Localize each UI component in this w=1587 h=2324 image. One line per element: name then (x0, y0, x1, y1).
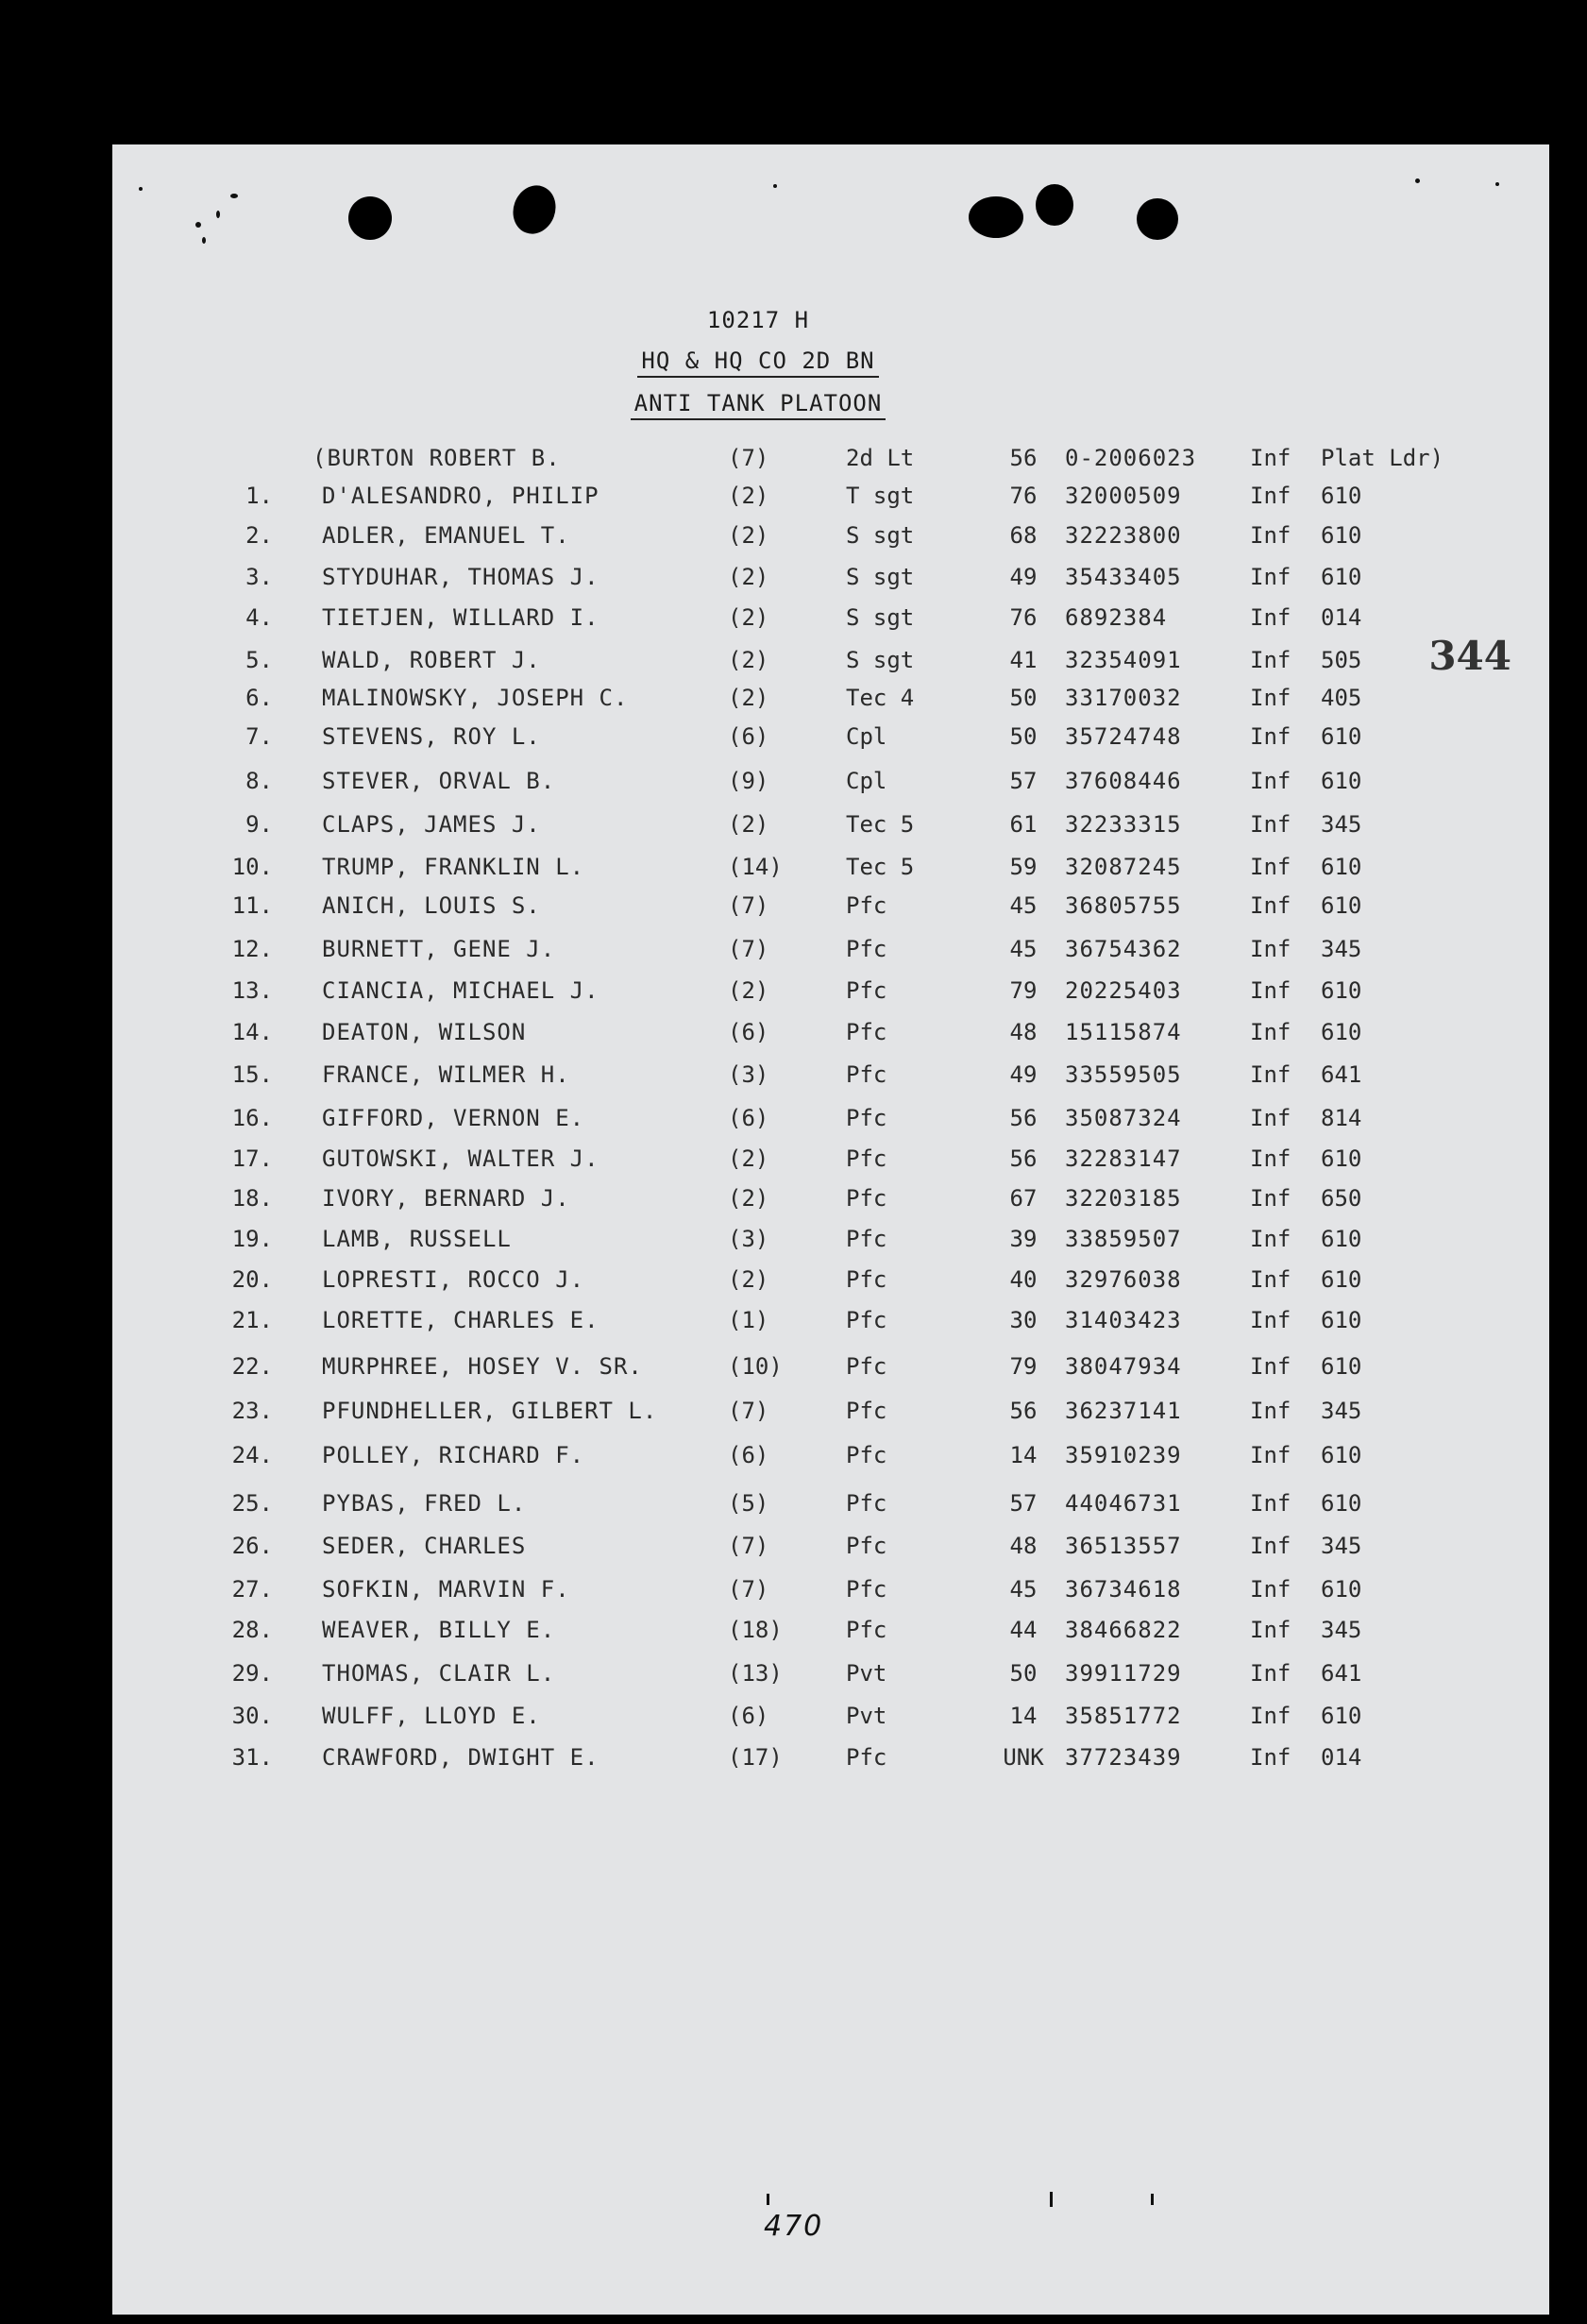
roster-code: 505 (1321, 647, 1362, 673)
roster-arm: Inf (1250, 854, 1292, 880)
roster-rank: Pfc (846, 1490, 887, 1517)
roster-number: 30. (231, 1703, 273, 1729)
roster-serial: 36237141 (1065, 1398, 1182, 1424)
ink-mark (767, 2194, 769, 2205)
roster-days: (7) (728, 1398, 769, 1424)
roster-name: BURNETT, GENE J. (322, 936, 556, 962)
roster-rank: Pfc (846, 1145, 887, 1172)
roster-serial: 32354091 (1065, 647, 1182, 673)
roster-days: (5) (728, 1490, 769, 1517)
roster-days: (6) (728, 1442, 769, 1468)
roster-name: ADLER, EMANUEL T. (322, 522, 570, 549)
roster-arm: Inf (1250, 977, 1292, 1004)
roster-row (112, 977, 1549, 1011)
roster-row (112, 1490, 1549, 1524)
roster-row (112, 685, 1549, 719)
ink-mark (1151, 2194, 1154, 2205)
roster-row (112, 1576, 1549, 1610)
roster-serial: 32233315 (1065, 811, 1182, 838)
roster-name: WULFF, LLOYD E. (322, 1703, 541, 1729)
roster-code: 014 (1321, 1744, 1362, 1771)
roster-serial: 32203185 (1065, 1185, 1182, 1212)
roster-name: MURPHREE, HOSEY V. SR. (322, 1353, 643, 1380)
ink-mark (1050, 2192, 1053, 2207)
roster-rank: Pfc (846, 1576, 887, 1603)
roster-code: 610 (1321, 1307, 1362, 1333)
roster-row (112, 647, 1549, 681)
roster-serial: 36754362 (1065, 936, 1182, 962)
roster-name: CLAPS, JAMES J. (322, 811, 541, 838)
roster-code: 650 (1321, 1185, 1362, 1212)
roster-days: (9) (728, 768, 769, 794)
company-text: HQ & HQ CO 2D BN (637, 348, 878, 378)
roster-rank: S sgt (846, 522, 915, 549)
roster-code: 014 (1321, 604, 1362, 631)
roster-row (112, 892, 1549, 926)
roster-days: (3) (728, 1226, 769, 1252)
roster-number: 22. (231, 1353, 273, 1380)
roster-days: (2) (728, 1145, 769, 1172)
roster-days: (7) (728, 892, 769, 919)
roster-arm: Inf (1250, 522, 1292, 549)
roster-number: 24. (231, 1442, 273, 1468)
roster-rank: Pfc (846, 1617, 887, 1643)
roster-arm: Inf (1250, 1490, 1292, 1517)
roster-arm: Inf (1250, 647, 1292, 673)
roster-mos: 39 (1009, 1226, 1038, 1252)
roster-row (112, 936, 1549, 970)
roster-row (112, 1145, 1549, 1179)
roster-days: (2) (728, 564, 769, 590)
roster-days: (7) (728, 1576, 769, 1603)
roster-days: (2) (728, 522, 769, 549)
roster-days: (2) (728, 685, 769, 711)
roster-name: SOFKIN, MARVIN F. (322, 1576, 570, 1603)
roster-serial: 36513557 (1065, 1533, 1182, 1559)
roster-serial: 31403423 (1065, 1307, 1182, 1333)
roster-serial: 32976038 (1065, 1266, 1182, 1293)
roster-arm: Inf (1250, 1533, 1292, 1559)
roster-mos: 49 (1009, 1061, 1038, 1088)
roster-mos: 76 (1009, 604, 1038, 631)
roster-arm: Inf (1250, 1185, 1292, 1212)
roster-code: 610 (1321, 564, 1362, 590)
roster-number: 6. (245, 685, 273, 711)
roster-days: (10) (728, 1353, 783, 1380)
roster-name: ANICH, LOUIS S. (322, 892, 541, 919)
roster-code: 610 (1321, 1019, 1362, 1045)
roster-serial: 15115874 (1065, 1019, 1182, 1045)
roster-rank: Pvt (846, 1660, 887, 1687)
roster-rank: Pfc (846, 1307, 887, 1333)
roster-serial: 36805755 (1065, 892, 1182, 919)
roster-code: 641 (1321, 1660, 1362, 1687)
unit-number-text: 10217 H (706, 307, 810, 333)
roster-arm: Inf (1250, 685, 1292, 711)
roster-name: STEVER, ORVAL B. (322, 768, 556, 794)
roster-number: 13. (231, 977, 273, 1004)
roster-number: 16. (231, 1105, 273, 1131)
roster-arm: Inf (1250, 1703, 1292, 1729)
roster-arm: Inf (1250, 1266, 1292, 1293)
roster-arm: Inf (1250, 768, 1292, 794)
roster-arm: Inf (1250, 1061, 1292, 1088)
leader-code: Plat Ldr) (1321, 445, 1444, 471)
roster-row (112, 1353, 1549, 1387)
roster-row (112, 811, 1549, 845)
roster-name: STYDUHAR, THOMAS J. (322, 564, 599, 590)
leader-rank: 2d Lt (846, 445, 915, 471)
roster-mos: 68 (1009, 522, 1038, 549)
roster-code: 610 (1321, 1490, 1362, 1517)
roster-serial: 33859507 (1065, 1226, 1182, 1252)
roster-row (112, 1703, 1549, 1737)
roster-name: IVORY, BERNARD J. (322, 1185, 570, 1212)
roster-rank: Pfc (846, 1266, 887, 1293)
roster-number: 21. (231, 1307, 273, 1333)
roster-number: 4. (245, 604, 273, 631)
roster-name: LOPRESTI, ROCCO J. (322, 1266, 585, 1293)
roster-rank: Pfc (846, 892, 887, 919)
roster-name: STEVENS, ROY L. (322, 723, 541, 750)
roster-rank: Pvt (846, 1703, 887, 1729)
roster-serial: 35910239 (1065, 1442, 1182, 1468)
roster-arm: Inf (1250, 483, 1292, 509)
roster-code: 610 (1321, 1145, 1362, 1172)
roster-number: 11. (231, 892, 273, 919)
roster-code: 610 (1321, 1226, 1362, 1252)
roster-serial: 32087245 (1065, 854, 1182, 880)
roster-rank: Pfc (846, 1442, 887, 1468)
roster-serial: 35851772 (1065, 1703, 1182, 1729)
roster-arm: Inf (1250, 1145, 1292, 1172)
roster-serial: 37608446 (1065, 768, 1182, 794)
roster-row (112, 1105, 1549, 1139)
roster-mos: 57 (1009, 1490, 1038, 1517)
roster-arm: Inf (1250, 1744, 1292, 1771)
roster-rank: Pfc (846, 1744, 887, 1771)
roster-mos: 44 (1009, 1617, 1038, 1643)
roster-days: (6) (728, 723, 769, 750)
roster-arm: Inf (1250, 1019, 1292, 1045)
roster-row (112, 723, 1549, 757)
roster-mos: 76 (1009, 483, 1038, 509)
roster-mos: 79 (1009, 977, 1038, 1004)
roster-number: 31. (231, 1744, 273, 1771)
roster-mos: 40 (1009, 1266, 1038, 1293)
roster-days: (2) (728, 1185, 769, 1212)
leader-days: (7) (728, 445, 769, 471)
roster-name: DEATON, WILSON (322, 1019, 527, 1045)
roster-code: 610 (1321, 977, 1362, 1004)
roster-serial: 36734618 (1065, 1576, 1182, 1603)
roster-rank: Pfc (846, 1185, 887, 1212)
roster-mos: 45 (1009, 892, 1038, 919)
roster-name: POLLEY, RICHARD F. (322, 1442, 585, 1468)
roster-arm: Inf (1250, 604, 1292, 631)
roster-code: 610 (1321, 854, 1362, 880)
roster-name: D'ALESANDRO, PHILIP (322, 483, 599, 509)
roster-code: 345 (1321, 1398, 1362, 1424)
roster-mos: 41 (1009, 647, 1038, 673)
roster-mos: 14 (1009, 1442, 1038, 1468)
roster-row (112, 604, 1549, 638)
roster-days: (6) (728, 1019, 769, 1045)
roster-number: 15. (231, 1061, 273, 1088)
leader-name: (BURTON ROBERT B. (312, 445, 561, 471)
roster-code: 610 (1321, 768, 1362, 794)
roster-rank: Pfc (846, 1105, 887, 1131)
roster-serial: 35724748 (1065, 723, 1182, 750)
roster-days: (18) (728, 1617, 783, 1643)
roster-serial: 33559505 (1065, 1061, 1182, 1088)
roster-number: 3. (245, 564, 273, 590)
roster-serial: 39911729 (1065, 1660, 1182, 1687)
roster-code: 405 (1321, 685, 1362, 711)
roster-mos: 49 (1009, 564, 1038, 590)
roster-mos: 59 (1009, 854, 1038, 880)
roster-days: (2) (728, 483, 769, 509)
roster-days: (2) (728, 977, 769, 1004)
roster-mos: 45 (1009, 936, 1038, 962)
roster-mos: 57 (1009, 768, 1038, 794)
roster-number: 17. (231, 1145, 273, 1172)
roster-number: 26. (231, 1533, 273, 1559)
roster-days: (13) (728, 1660, 783, 1687)
roster-mos: 67 (1009, 1185, 1038, 1212)
document-page (112, 144, 1549, 2315)
margin-number: 344 (1428, 633, 1511, 679)
roster-rank: Pfc (846, 1019, 887, 1045)
roster-name: PFUNDHELLER, GILBERT L. (322, 1398, 658, 1424)
leader-serial: 0-2006023 (1065, 445, 1197, 471)
roster-name: MALINOWSKY, JOSEPH C. (322, 685, 629, 711)
roster-number: 14. (231, 1019, 273, 1045)
roster-rank: S sgt (846, 564, 915, 590)
roster-row (112, 1266, 1549, 1300)
roster-mos: UNK (1003, 1744, 1044, 1771)
roster-number: 28. (231, 1617, 273, 1643)
roster-arm: Inf (1250, 1307, 1292, 1333)
roster-serial: 35433405 (1065, 564, 1182, 590)
roster-mos: 50 (1009, 1660, 1038, 1687)
roster-code: 610 (1321, 1576, 1362, 1603)
roster-name: GUTOWSKI, WALTER J. (322, 1145, 599, 1172)
roster-row (112, 1442, 1549, 1476)
roster-rank: T sgt (846, 483, 915, 509)
roster-code: 345 (1321, 1617, 1362, 1643)
roster-arm: Inf (1250, 1442, 1292, 1468)
roster-row (112, 564, 1549, 598)
roster-serial: 35087324 (1065, 1105, 1182, 1131)
roster-mos: 61 (1009, 811, 1038, 838)
roster-row (112, 1226, 1549, 1260)
page-number: 470 (764, 2210, 824, 2243)
roster-rank: Pfc (846, 977, 887, 1004)
leader-arm: Inf (1250, 445, 1292, 471)
roster-days: (3) (728, 1061, 769, 1088)
roster-days: (6) (728, 1703, 769, 1729)
roster-days: (2) (728, 604, 769, 631)
roster-row (112, 1533, 1549, 1567)
roster-rank: Tec 5 (846, 854, 915, 880)
roster-arm: Inf (1250, 723, 1292, 750)
roster-number: 29. (231, 1660, 273, 1687)
roster-number: 25. (231, 1490, 273, 1517)
roster-name: PYBAS, FRED L. (322, 1490, 527, 1517)
roster-number: 5. (245, 647, 273, 673)
roster-rank: Tec 4 (846, 685, 915, 711)
roster-days: (14) (728, 854, 783, 880)
roster-days: (6) (728, 1105, 769, 1131)
roster-arm: Inf (1250, 1660, 1292, 1687)
roster-rank: Pfc (846, 1398, 887, 1424)
roster-code: 345 (1321, 936, 1362, 962)
roster-rank: S sgt (846, 604, 915, 631)
roster-arm: Inf (1250, 564, 1292, 590)
roster-days: (2) (728, 811, 769, 838)
roster-mos: 45 (1009, 1576, 1038, 1603)
roster-number: 2. (245, 522, 273, 549)
roster-rank: S sgt (846, 647, 915, 673)
roster-rank: Tec 5 (846, 811, 915, 838)
roster-row (112, 1744, 1549, 1778)
roster-arm: Inf (1250, 892, 1292, 919)
roster-list (112, 144, 1549, 2315)
roster-mos: 56 (1009, 1398, 1038, 1424)
roster-days: (2) (728, 647, 769, 673)
roster-serial: 33170032 (1065, 685, 1182, 711)
roster-row (112, 1617, 1549, 1651)
roster-days: (7) (728, 936, 769, 962)
roster-name: GIFFORD, VERNON E. (322, 1105, 585, 1131)
roster-mos: 56 (1009, 1145, 1038, 1172)
roster-serial: 38047934 (1065, 1353, 1182, 1380)
roster-days: (17) (728, 1744, 783, 1771)
roster-arm: Inf (1250, 1398, 1292, 1424)
roster-code: 814 (1321, 1105, 1362, 1131)
roster-code: 610 (1321, 483, 1362, 509)
roster-rank: Pfc (846, 936, 887, 962)
roster-name: CRAWFORD, DWIGHT E. (322, 1744, 599, 1771)
roster-code: 345 (1321, 811, 1362, 838)
roster-arm: Inf (1250, 1105, 1292, 1131)
roster-code: 345 (1321, 1533, 1362, 1559)
roster-row (112, 1660, 1549, 1694)
roster-serial: 20225403 (1065, 977, 1182, 1004)
roster-arm: Inf (1250, 1353, 1292, 1380)
roster-days: (7) (728, 1533, 769, 1559)
roster-name: TRUMP, FRANKLIN L. (322, 854, 585, 880)
roster-serial: 32000509 (1065, 483, 1182, 509)
roster-number: 8. (245, 768, 273, 794)
roster-rank: Cpl (846, 768, 887, 794)
roster-name: FRANCE, WILMER H. (322, 1061, 570, 1088)
roster-name: WEAVER, BILLY E. (322, 1617, 556, 1643)
roster-serial: 32283147 (1065, 1145, 1182, 1172)
roster-number: 23. (231, 1398, 273, 1424)
roster-row (112, 1307, 1549, 1341)
roster-arm: Inf (1250, 1226, 1292, 1252)
roster-code: 610 (1321, 892, 1362, 919)
roster-mos: 48 (1009, 1533, 1038, 1559)
roster-serial: 44046731 (1065, 1490, 1182, 1517)
platoon-text: ANTI TANK PLATOON (631, 390, 886, 420)
roster-number: 12. (231, 936, 273, 962)
roster-code: 610 (1321, 1266, 1362, 1293)
roster-name: THOMAS, CLAIR L. (322, 1660, 556, 1687)
roster-rank: Pfc (846, 1226, 887, 1252)
roster-row (112, 522, 1549, 556)
roster-arm: Inf (1250, 811, 1292, 838)
roster-code: 641 (1321, 1061, 1362, 1088)
roster-mos: 56 (1009, 1105, 1038, 1131)
roster-code: 610 (1321, 1442, 1362, 1468)
roster-code: 610 (1321, 522, 1362, 549)
roster-number: 1. (245, 483, 273, 509)
roster-code: 610 (1321, 1703, 1362, 1729)
roster-mos: 30 (1009, 1307, 1038, 1333)
roster-mos: 79 (1009, 1353, 1038, 1380)
roster-serial: 38466822 (1065, 1617, 1182, 1643)
roster-code: 610 (1321, 1353, 1362, 1380)
roster-mos: 50 (1009, 723, 1038, 750)
roster-name: CIANCIA, MICHAEL J. (322, 977, 599, 1004)
roster-number: 10. (231, 854, 273, 880)
roster-name: TIETJEN, WILLARD I. (322, 604, 599, 631)
leader-mos: 56 (1009, 445, 1038, 471)
roster-mos: 50 (1009, 685, 1038, 711)
roster-number: 19. (231, 1226, 273, 1252)
roster-mos: 14 (1009, 1703, 1038, 1729)
roster-arm: Inf (1250, 1617, 1292, 1643)
roster-arm: Inf (1250, 1576, 1292, 1603)
roster-name: WALD, ROBERT J. (322, 647, 541, 673)
roster-row (112, 483, 1549, 517)
roster-rank: Pfc (846, 1353, 887, 1380)
roster-rank: Pfc (846, 1533, 887, 1559)
roster-serial: 37723439 (1065, 1744, 1182, 1771)
roster-rank: Cpl (846, 723, 887, 750)
roster-row (112, 1185, 1549, 1219)
roster-row (112, 1398, 1549, 1432)
roster-number: 7. (245, 723, 273, 750)
roster-days: (2) (728, 1266, 769, 1293)
roster-row (112, 854, 1549, 888)
roster-serial: 32223800 (1065, 522, 1182, 549)
roster-number: 9. (245, 811, 273, 838)
roster-row (112, 1061, 1549, 1095)
roster-number: 27. (231, 1576, 273, 1603)
roster-code: 610 (1321, 723, 1362, 750)
roster-days: (1) (728, 1307, 769, 1333)
roster-arm: Inf (1250, 936, 1292, 962)
roster-name: SEDER, CHARLES (322, 1533, 527, 1559)
roster-row (112, 1019, 1549, 1053)
roster-number: 18. (231, 1185, 273, 1212)
roster-rank: Pfc (846, 1061, 887, 1088)
roster-name: LORETTE, CHARLES E. (322, 1307, 599, 1333)
roster-mos: 48 (1009, 1019, 1038, 1045)
roster-number: 20. (231, 1266, 273, 1293)
roster-row (112, 768, 1549, 802)
roster-serial: 6892384 (1065, 604, 1168, 631)
roster-name: LAMB, RUSSELL (322, 1226, 512, 1252)
